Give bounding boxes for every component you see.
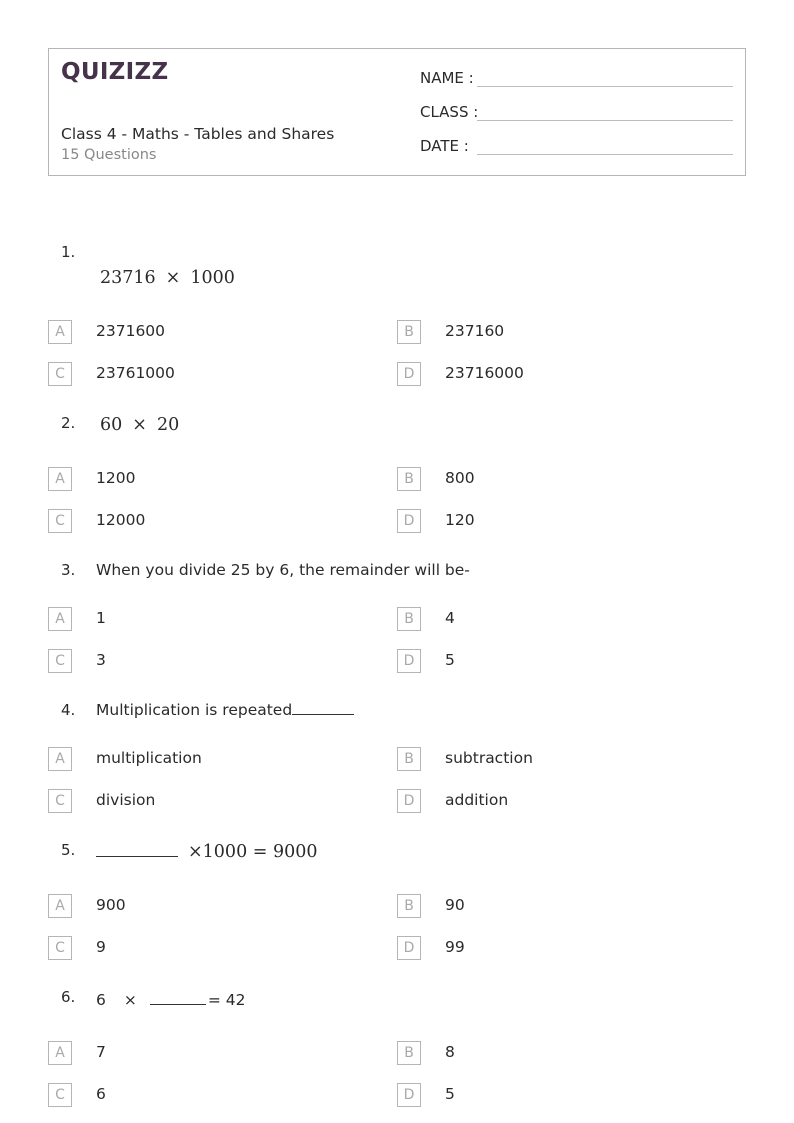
times-operator: × [165,268,181,288]
option-text: multiplication [96,749,202,767]
question-text-content: Multiplication is repeated [96,701,293,719]
option-text: 800 [445,469,475,487]
option-letter-box: A [48,467,72,491]
class-line [477,120,733,121]
option-text: 23761000 [96,364,175,382]
date-field [420,137,736,161]
option-letter-box: C [48,649,72,673]
option-text: 7 [96,1043,106,1061]
equation-result: = 42 [207,991,246,1009]
option-text: addition [445,791,509,809]
operand: 60 [100,415,123,435]
option-letter-box: B [397,894,421,918]
option-letter-box: A [48,894,72,918]
option-text: 90 [445,896,465,914]
times-operator: × [132,415,147,435]
question-number: 4. [61,701,76,719]
option-text: division [96,791,156,809]
option-text: 8 [445,1043,455,1061]
option-letter-box: D [397,649,421,673]
option-letter-box: C [48,1083,72,1107]
option-letter-box: D [397,362,421,386]
answer-blank [96,856,178,857]
date-line [477,154,733,155]
operand: 6 [96,991,106,1009]
option-text: 99 [445,938,465,956]
question-number: 1. [61,243,76,261]
operand: 1000 [190,268,235,288]
option-letter-box: C [48,362,72,386]
operand: 20 [156,415,180,435]
option-text: 3 [96,651,106,669]
option-letter-box: A [48,607,72,631]
option-letter-box: A [48,1041,72,1065]
option-text: 900 [96,896,126,914]
name-label: NAME : [420,69,474,87]
quizizz-logo: QUIZIZZ [61,59,169,85]
question-text [96,991,246,1009]
option-letter-box: A [48,320,72,344]
option-letter-box: D [397,789,421,813]
class-label: CLASS : [420,103,479,121]
times-operator: × [123,991,137,1009]
option-text: 2371600 [96,322,166,340]
question-math [100,415,179,435]
worksheet-title: Class 4 - Maths - Tables and Shares [61,125,335,143]
operand: 23716 [100,268,156,288]
option-text: 1200 [96,469,136,487]
class-field [420,103,736,127]
option-letter-box: D [397,1083,421,1107]
option-letter-box: A [48,747,72,771]
option-text: 5 [445,651,455,669]
question-count: 15 Questions [61,147,157,163]
name-field [420,69,736,93]
option-text: subtraction [445,749,533,767]
question-number: 2. [61,414,76,432]
option-letter-box: C [48,789,72,813]
option-text: 9 [96,938,106,956]
question-number: 3. [61,561,76,579]
option-letter-box: B [397,607,421,631]
option-letter-box: D [397,509,421,533]
question-text [96,701,354,719]
math-expression: ×1000 = 9000 [188,842,318,862]
option-text: 12000 [96,511,146,529]
option-text: 4 [445,609,455,627]
date-label: DATE : [420,137,469,155]
option-text: 23716000 [445,364,524,382]
option-text: 1 [96,609,106,627]
answer-blank [292,714,354,715]
option-letter-box: B [397,320,421,344]
option-letter-box: C [48,509,72,533]
question-text: When you divide 25 by 6, the remainder will be- [96,561,470,579]
option-letter-box: B [397,1041,421,1065]
option-text: 5 [445,1085,455,1103]
option-text: 6 [96,1085,106,1103]
question-math [100,268,235,288]
option-letter-box: B [397,467,421,491]
question-number: 5. [61,841,76,859]
name-line [477,86,733,87]
option-letter-box: B [397,747,421,771]
option-letter-box: C [48,936,72,960]
answer-blank [150,1004,206,1005]
option-text: 237160 [445,322,505,340]
question-math [96,842,318,862]
question-number: 6. [61,988,76,1006]
option-letter-box: D [397,936,421,960]
option-text: 120 [445,511,475,529]
worksheet-header [48,48,746,176]
